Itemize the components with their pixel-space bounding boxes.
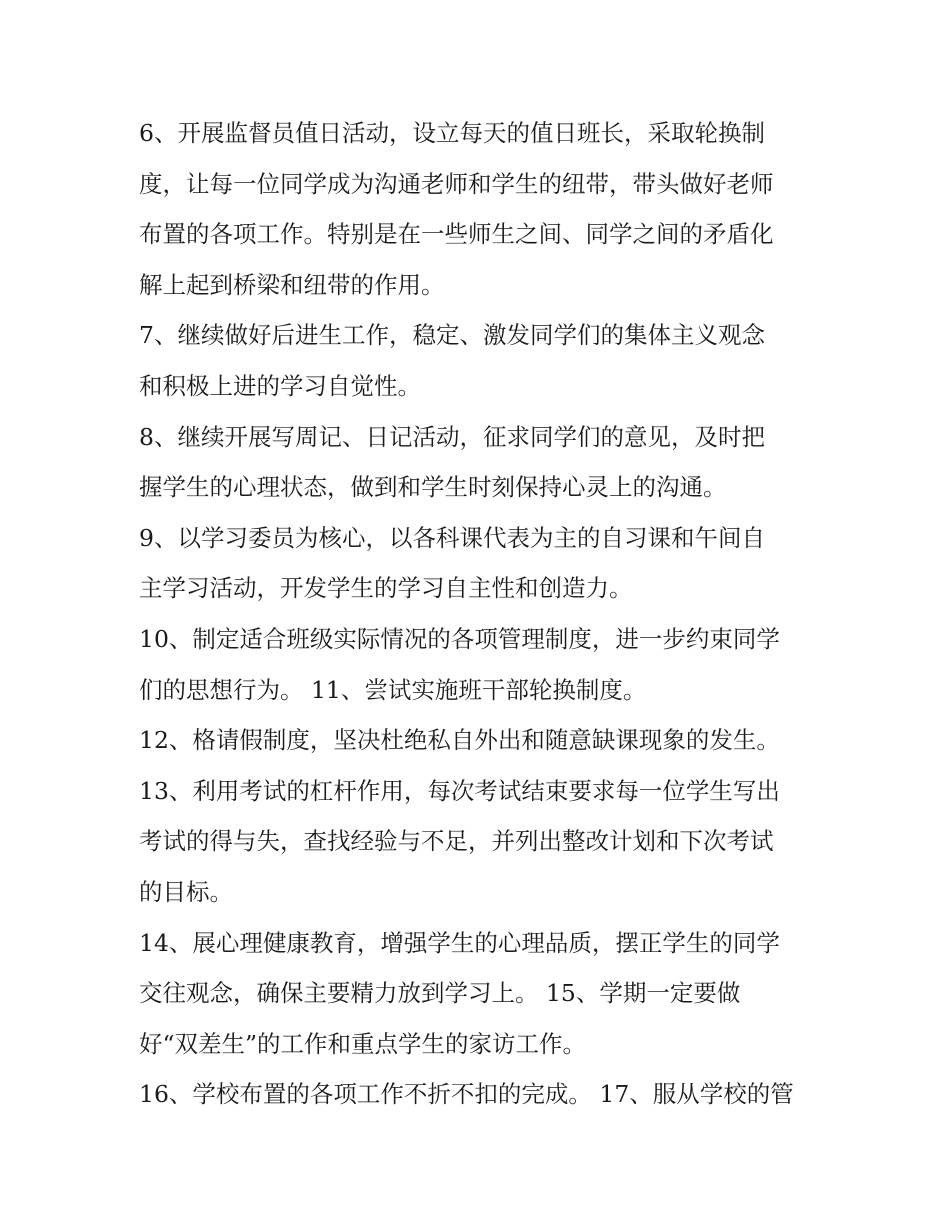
text-line: 13、利用考试的杠杆作用，每次考试结束要求每一位学生写出 <box>139 776 780 805</box>
text-line: 解上起到桥梁和纽带的作用。 <box>139 270 445 299</box>
text-line: 主学习活动，开发学生的学习自主性和创造力。 <box>139 574 633 603</box>
text-line: 16、学校布置的各项工作不折不扣的完成。 17、服从学校的管 <box>139 1080 794 1109</box>
text-line: 8、继续开展写周记、日记活动，征求同学们的意见，及时把 <box>139 422 765 451</box>
text-line: 14、展心理健康教育，增强学生的心理品质，摆正学生的同学 <box>139 928 780 957</box>
text-line: 握学生的心理状态，做到和学生时刻保持心灵上的沟通。 <box>139 473 727 502</box>
text-line: 9、以学习委员为核心，以各科课代表为主的自习课和午间自 <box>139 523 765 552</box>
text-line: 们的思想行为。 11、尝试实施班干部轮换制度。 <box>139 675 647 704</box>
text-line: 交往观念，确保主要精力放到学习上。 15、学期一定要做 <box>139 979 741 1008</box>
text-line: 和积极上进的学习自觉性。 <box>139 371 421 400</box>
text-line: 6、开展监督员值日活动，设立每天的值日班长，采取轮换制 <box>139 119 765 147</box>
text-line: 12、格请假制度，坚决杜绝私自外出和随意缺课现象的发生。 <box>139 726 780 755</box>
text-line: 考试的得与失，查找经验与不足，并列出整改计划和下次考试 <box>139 827 774 856</box>
text-line: 的目标。 <box>139 877 233 906</box>
text-line: 7、继续做好后进生工作，稳定、激发同学们的集体主义观念 <box>139 321 765 350</box>
text-line: 布置的各项工作。特别是在一些师生之间、同学之间的矛盾化 <box>139 220 774 249</box>
text-line: 好“双差生”的工作和重点学生的家访工作。 <box>139 1029 587 1058</box>
document-body <box>139 108 819 1120</box>
text-line: 度，让每一位同学成为沟通老师和学生的纽带，带头做好老师 <box>139 169 774 198</box>
text-line: 10、制定适合班级实际情况的各项管理制度，进一步约束同学 <box>139 624 780 653</box>
